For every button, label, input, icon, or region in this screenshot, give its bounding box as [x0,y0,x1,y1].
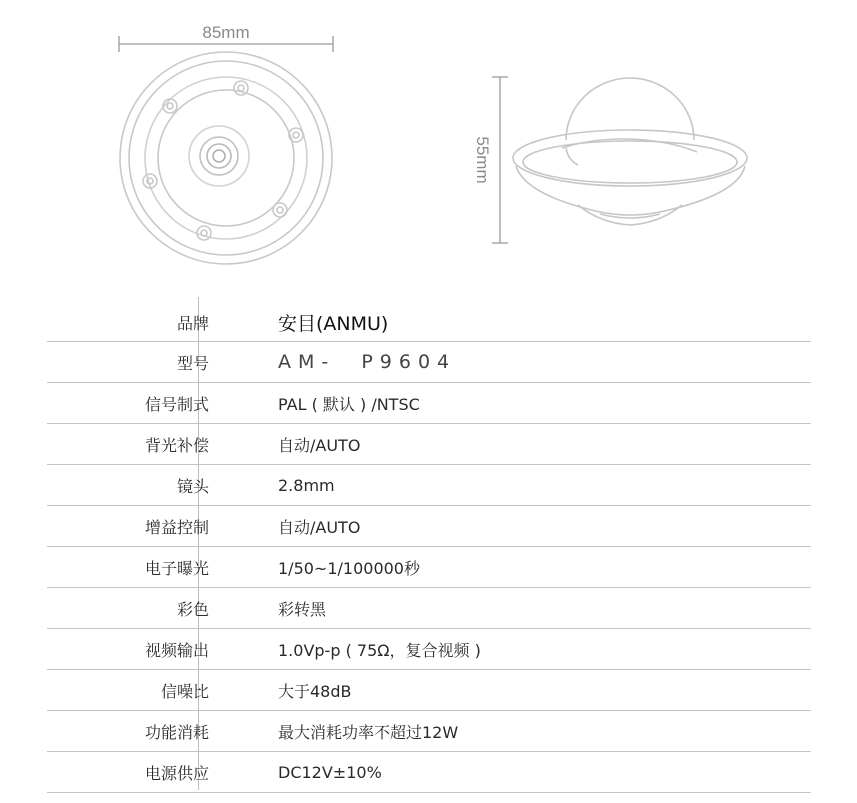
spec-row-color [47,588,811,629]
spec-label: 信噪比 [160,681,209,701]
spec-value: 最大消耗功率不超过12W [278,722,459,742]
spec-label: 品牌 [176,313,209,333]
spec-row-backlight [47,424,811,465]
spec-value: 安目(ANMU) [278,312,389,335]
spec-value: 1/50~1/100000秒 [278,558,420,578]
spec-row-brand [47,303,811,342]
spec-value: AM- P9604 [278,351,457,373]
spec-row-snr [47,670,811,711]
spec-row-power-supply [47,752,811,793]
spec-value: 自动/AUTO [278,435,361,455]
spec-value: 大于48dB [278,681,352,701]
spec-label: 信号制式 [144,394,209,414]
spec-label: 背光补偿 [144,435,209,455]
spec-label: 镜头 [176,476,209,496]
spec-label: 电子曝光 [144,558,209,578]
spec-label: 型号 [176,353,209,373]
spec-row-lens [47,465,811,506]
height-dimension-label: 55mm [473,136,492,184]
product-drawings [0,0,857,290]
spec-label: 增益控制 [144,517,209,537]
spec-row-signal [47,383,811,424]
spec-value: 彩转黑 [278,599,327,619]
camera-side-view [513,78,747,225]
spec-row-model [47,342,811,383]
spec-value: 自动/AUTO [278,517,361,537]
spec-value: 1.0Vp-p ( 75Ω，复合视频 ) [278,640,481,660]
spec-label: 电源供应 [144,763,209,783]
spec-value: DC12V±10% [278,762,382,782]
camera-top-view [120,52,332,264]
spec-table [47,303,811,793]
spec-row-video-out [47,629,811,670]
spec-value: PAL ( 默认 ) /NTSC [278,394,420,414]
spec-value: 2.8mm [278,475,335,495]
spec-label: 视频输出 [144,640,209,660]
spec-label: 功能消耗 [144,722,209,742]
height-dimension [492,77,508,243]
spec-label: 彩色 [176,599,209,619]
spec-row-power-consumption [47,711,811,752]
width-dimension-label: 85mm [202,23,250,42]
spec-row-shutter [47,547,811,588]
spec-row-gain [47,506,811,547]
